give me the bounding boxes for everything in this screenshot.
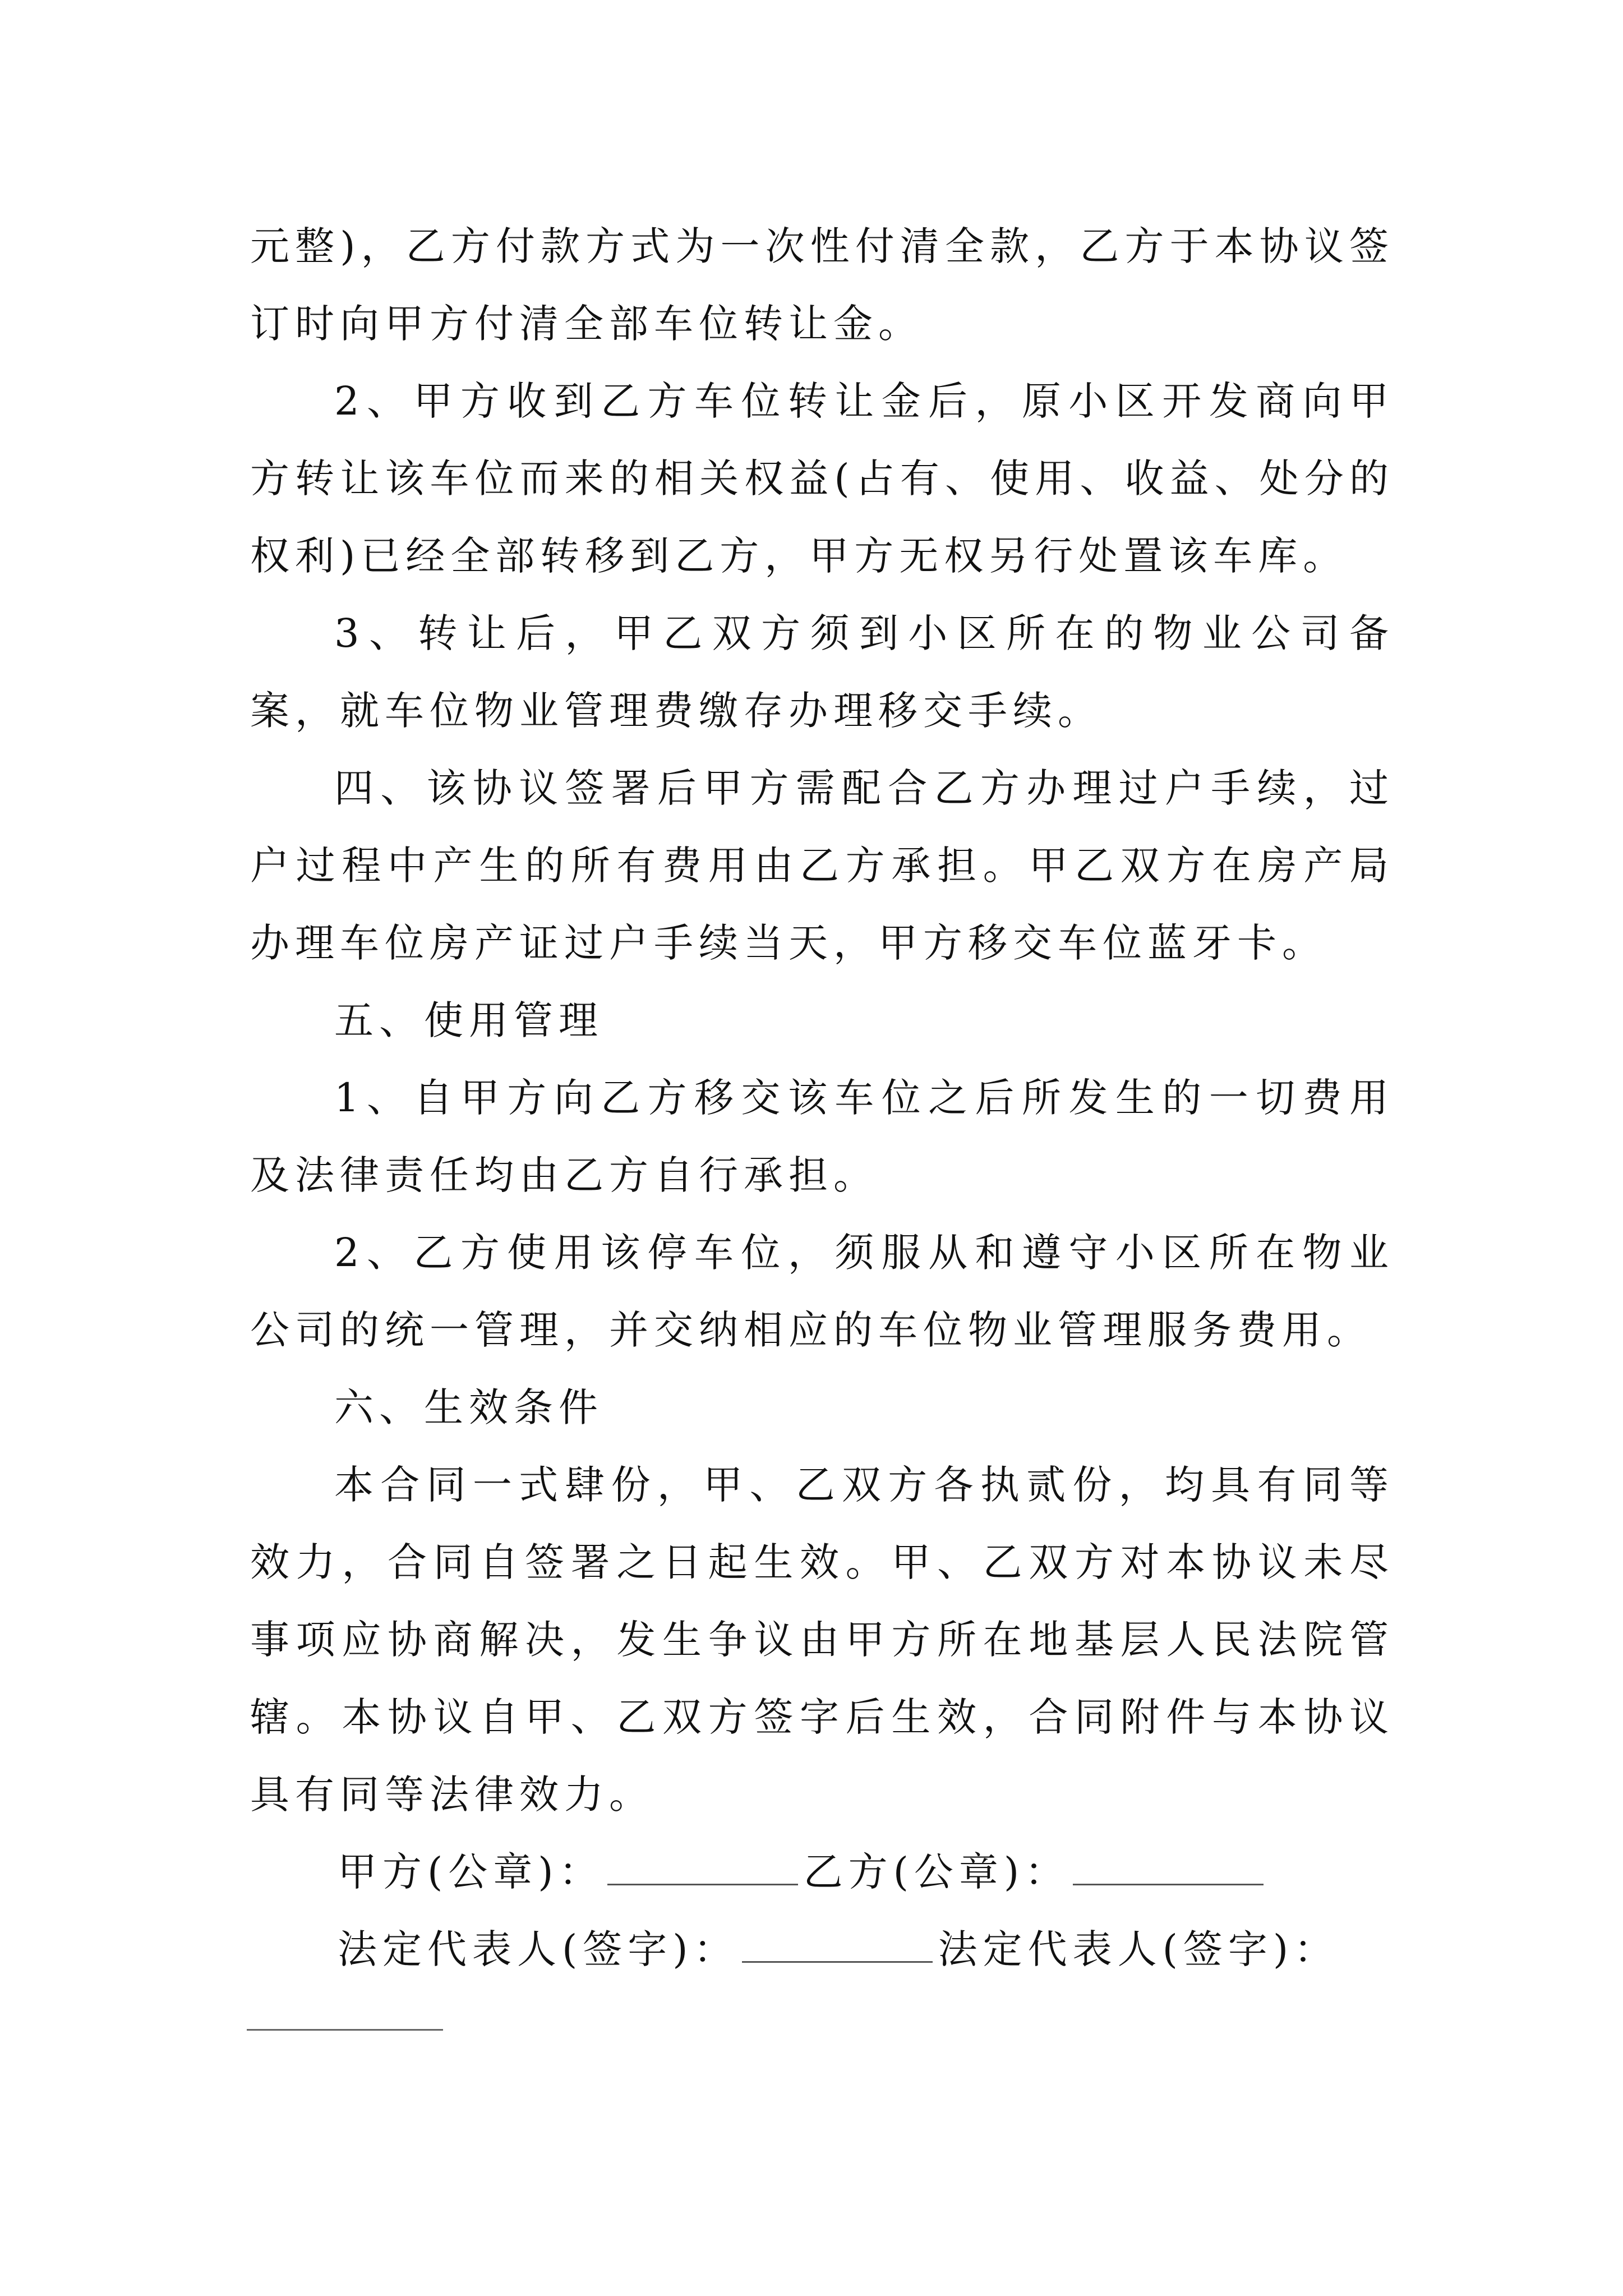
party-a-seal-label: 甲方(公章)：: [338, 1849, 604, 1895]
contract-body: [250, 208, 1394, 1988]
paragraph-usage-management: 2、乙方使用该停车位，须服从和遵守小区所在物业公司的统一管理，并交纳相应的车位物业管理服务费用。: [250, 1230, 1394, 1353]
party-a-rep-blank: [742, 1929, 933, 1963]
paragraph-rights-transfer: 2、甲方收到乙方车位转让金后，原小区开发商向甲方转让该车位而来的相关权益(占有、使用、收益、处分的权利)已经全部转移到乙方，甲方无权另行处置该车库。: [250, 378, 1394, 579]
section-heading-usage: 五、使用管理: [334, 997, 603, 1043]
party-b-seal-label: 乙方(公章)：: [803, 1849, 1070, 1895]
paragraph-usage-costs: 1、自甲方向乙方移交该车位之后所发生的一切费用及法律责任均由乙方自行承担。: [250, 1075, 1394, 1198]
paragraph-ownership-transfer: 四、该协议签署后甲方需配合乙方办理过户手续，过户过程中产生的所有费用由乙方承担。甲乙双方在房产局办理车位房产证过户手续当天，甲方移交车位蓝牙卡。: [250, 765, 1394, 966]
party-b-rep-label: 法定代表人(签字)：: [938, 1926, 1339, 1972]
party-a-seal-blank: [607, 1851, 798, 1885]
signature-line-representatives: [250, 1911, 1394, 1988]
party-b-seal-blank: [1073, 1851, 1264, 1885]
paragraph-payment-terms: 元整)，乙方付款方式为一次性付清全款，乙方于本协议签订时向甲方付清全部车位转让金。: [250, 223, 1394, 347]
party-a-rep-label: 法定代表人(签字)：: [338, 1926, 739, 1972]
trailing-signature-rule: [247, 2029, 443, 2031]
section-heading-effectiveness: 六、生效条件: [334, 1384, 603, 1430]
signature-line-seals: [250, 1833, 1394, 1911]
paragraph-property-filing: 3、转让后，甲乙双方须到小区所在的物业公司备案，就车位物业管理费缴存办理移交手续。: [250, 610, 1394, 734]
paragraph-effectiveness-terms: 本合同一式肆份，甲、乙双方各执贰份，均具有同等效力，合同自签署之日起生效。甲、乙双方对本协议未尽事项应协商解决，发生争议由甲方所在地基层人民法院管辖。本协议自甲、乙双方签字后生效，合同附件与本协议具有同等法律效力。: [250, 1462, 1394, 1818]
